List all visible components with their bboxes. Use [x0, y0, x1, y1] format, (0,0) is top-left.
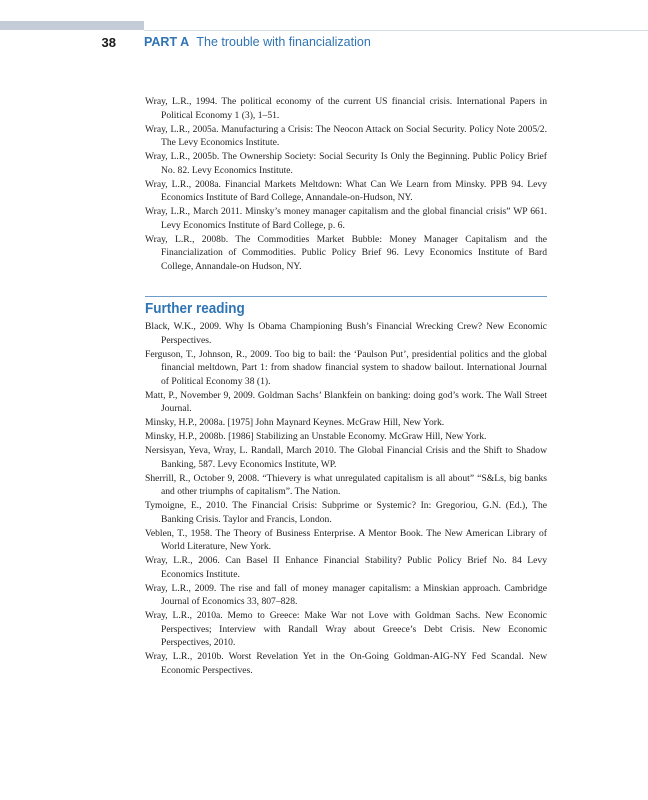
reference-entry: Wray, L.R., March 2011. Minsky’s money manager capitalism and the global financial crisis” WP 661. Levy Economics Institute of Bard College, p. 6. [145, 206, 547, 231]
reference-entry: Wray, L.R., 2006. Can Basel II Enhance Financial Stability? Public Policy Brief No. 84 Levy Economics Institute. [145, 555, 547, 580]
reference-entry: Sherrill, R., October 9, 2008. “Thievery is what unregulated capitalism is all about” “S&Ls, big banks and other triumphs of capitalism”. The Nation. [145, 472, 547, 497]
reference-entry: Nersisyan, Yeva, Wray, L. Randall, March 2010. The Global Financial Crisis and the Shift to Shadow Banking, 587. Levy Economics Institute, WP. [145, 445, 547, 470]
part-label: PART A [144, 35, 190, 49]
reference-entry: Minsky, H.P., 2008b. [1986] Stabilizing an Unstable Economy. McGraw Hill, New York. [145, 431, 487, 442]
reference-entry: Wray, L.R., 2010a. Memo to Greece: Make War not Love with Goldman Sachs. New Economic Perspectives; Interview with Randall Wray about Greece’s Debt Crisis. New Economic Perspectives, 2010. [145, 610, 547, 648]
page-number: 38 [101, 35, 116, 50]
reference-entry: Wray, L.R., 2009. The rise and fall of money manager capitalism: a Minskian approach. Cambridge Journal of Economics 33, 807–828. [145, 582, 547, 607]
further-reading-list [145, 320, 547, 678]
reference-entry: Wray, L.R., 1994. The political economy of the current US financial crisis. International Papers in Political Economy 1 (3), 1–51. [145, 96, 547, 121]
further-reading-heading: Further reading [145, 300, 245, 317]
header-color-bar [0, 21, 144, 30]
reference-entry: Tymoigne, E., 2010. The Financial Crisis: Subprime or Systemic? In: Gregoriou, G.N. (Ed.), The Banking Crisis. Taylor and Francis, London. [145, 500, 547, 525]
reference-entry: Wray, L.R., 2010b. Worst Revelation Yet in the On-Going Goldman-AIG-NY Fed Scandal. New Economic Perspectives. [145, 651, 547, 676]
running-head [144, 35, 371, 49]
header-divider [144, 30, 648, 31]
reference-list [145, 95, 547, 274]
reference-entry: Wray, L.R., 2005a. Manufacturing a Crisis: The Neocon Attack on Social Security. Policy Note 2005/2. The Levy Economics Institute. [145, 123, 547, 148]
reference-entry: Wray, L.R., 2008a. Financial Markets Meltdown: What Can We Learn from Minsky. PPB 94. Levy Economics Institute of Bard College, Annandale-on-Hudson, NY. [145, 178, 547, 203]
reference-entry: Wray, L.R., 2008b. The Commodities Market Bubble: Money Manager Capitalism and the Financialization of Commodities. Public Policy Brief 96. Levy Economics Institute of Bard College, Annandale-on Hudson, NY. [145, 233, 547, 272]
reference-entry: Black, W.K., 2009. Why Is Obama Championing Bush’s Financial Wrecking Crew? New Economic Perspectives. [145, 321, 547, 346]
section-divider [145, 296, 547, 297]
reference-entry: Matt, P., November 9, 2009. Goldman Sachs’ Blankfein on banking: doing god’s work. The Wall Street Journal. [145, 389, 547, 414]
reference-entry: Ferguson, T., Johnson, R., 2009. Too big to bail: the ‘Paulson Put’, presidential politics and the global financial meltdown, Part 1: from shadow financial system to shadow bailout. International Journal of Political Economy 38 (1). [145, 348, 547, 387]
reference-entry: Wray, L.R., 2005b. The Ownership Society: Social Security Is Only the Beginning. Public Policy Brief No. 82. Levy Economics Institute. [145, 151, 547, 176]
reference-entry: Minsky, H.P., 2008a. [1975] John Maynard Keynes. McGraw Hill, New York. [145, 417, 445, 428]
part-title: The trouble with financialization [196, 35, 371, 49]
reference-entry: Veblen, T., 1958. The Theory of Business Enterprise. A Mentor Book. The New American Library of World Literature, New York. [145, 527, 547, 552]
